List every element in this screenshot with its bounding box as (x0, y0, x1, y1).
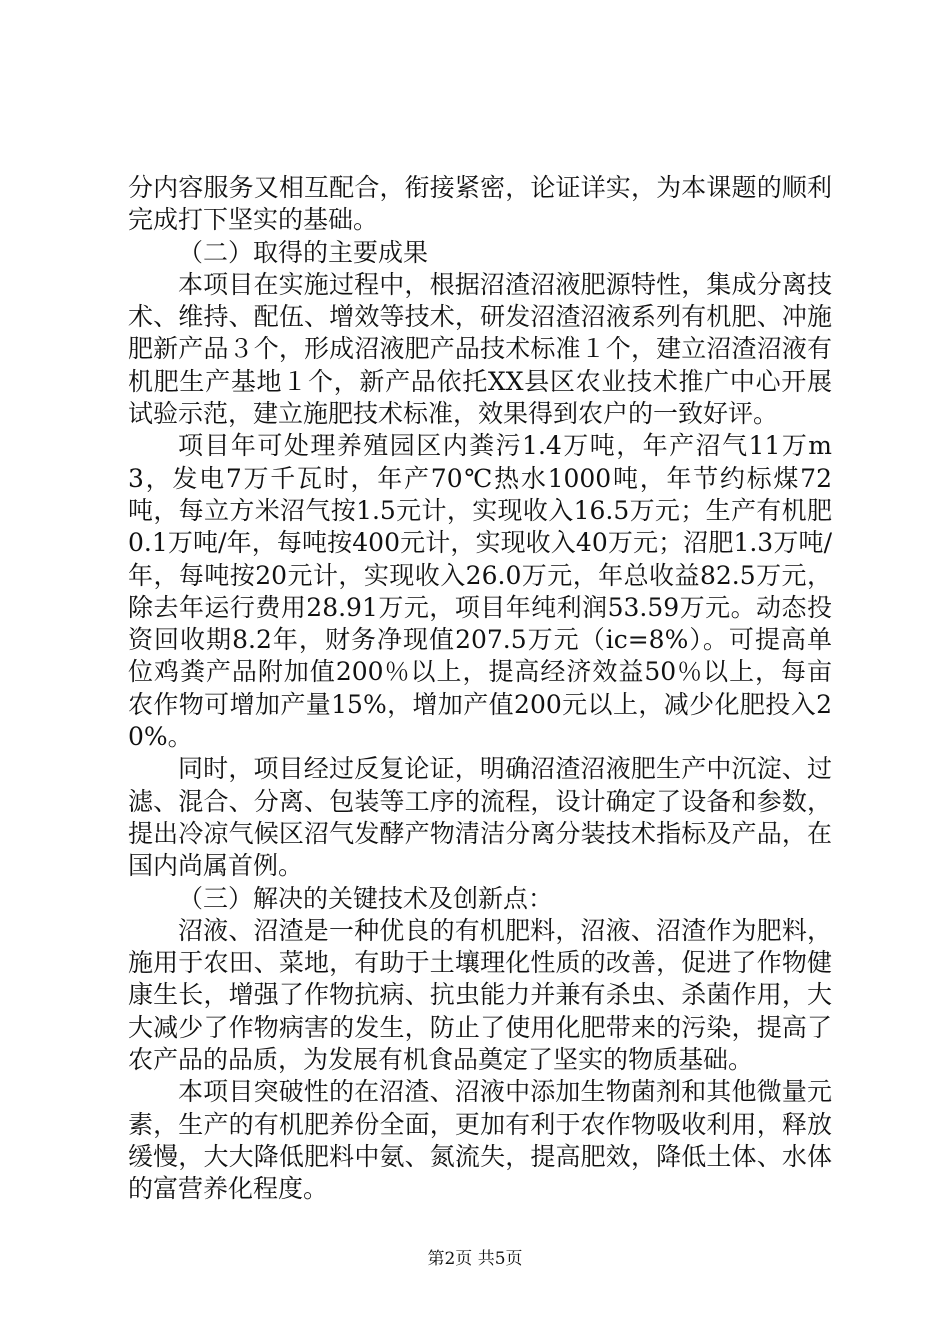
page-number-footer: 第2页 共5页 (427, 1249, 523, 1269)
paragraph-economic-benefits: 项目年可处理养殖园区内粪污1.4万吨，年产沼气11万m3，发电7万千瓦时，年产70℃热水1000吨，年节约标煤72吨，每立方米沼气按1.5元计，实现收入16.5万元；生产有机肥0.1万吨/年，每吨按400元计，实现收入40万元；沼肥1.3万吨/年，每吨按20元计，实现收入26.0万元，年总收益82.5万元，除去年运行费用28.91万元，项目年纯利润53.59万元。动态投资回收期8.2年，财务净现值207.5万元（ic=8%）。可提高单位鸡粪产品附加值200％以上，提高经济效益50％以上，每亩农作物可增加产量15%，增加产值200元以上，减少化肥投入20%。 (128, 431, 832, 752)
paragraph-process-design: 同时，项目经过反复论证，明确沼渣沼液肥生产中沉淀、过滤、混合、分离、包装等工序的流程，设计确定了设备和参数，提出冷凉气候区沼气发酵产物清洁分离分装技术指标及产品，在国内尚属首例。 (128, 754, 832, 881)
document-body (128, 172, 832, 1206)
paragraph-biogas-fertilizer: 沼液、沼渣是一种优良的有机肥料，沼液、沼渣作为肥料，施用于农田、菜地，有助于土壤理化性质的改善，促进了作物健康生长，增强了作物抗病、抗虫能力并兼有杀虫、杀菌作用，大大减少了作物病害的发生，防止了使用化肥带来的污染，提高了农产品的品质，为发展有机食品奠定了坚实的物质基础。 (128, 915, 832, 1075)
paragraph-continuation: 分内容服务又相互配合，衔接紧密，论证详实，为本课题的顺利完成打下坚实的基础。 (128, 173, 832, 235)
section-heading-main-results: （二）取得的主要成果 (178, 237, 429, 267)
section-heading-key-technologies: （三）解决的关键技术及创新点： (178, 883, 554, 913)
paragraph-results-overview: 本项目在实施过程中，根据沼渣沼液肥源特性，集成分离技术、维持、配伍、增效等技术，研发沼渣沼液系列有机肥、冲施肥新产品３个，形成沼液肥产品技术标准１个，建立沼渣沼液有机肥生产基地１个，新产品依托XX县区农业技术推广中心开展试验示范，建立施肥技术标准，效果得到农户的一致好评。 (128, 269, 832, 429)
paragraph-innovation: 本项目突破性的在沼渣、沼液中添加生物菌剂和其他微量元素，生产的有机肥养份全面，更加有利于农作物吸收利用，释放缓慢，大大降低肥料中氨、氮流失，提高肥效，降低土体、水体的富营养化程度。 (128, 1077, 832, 1204)
